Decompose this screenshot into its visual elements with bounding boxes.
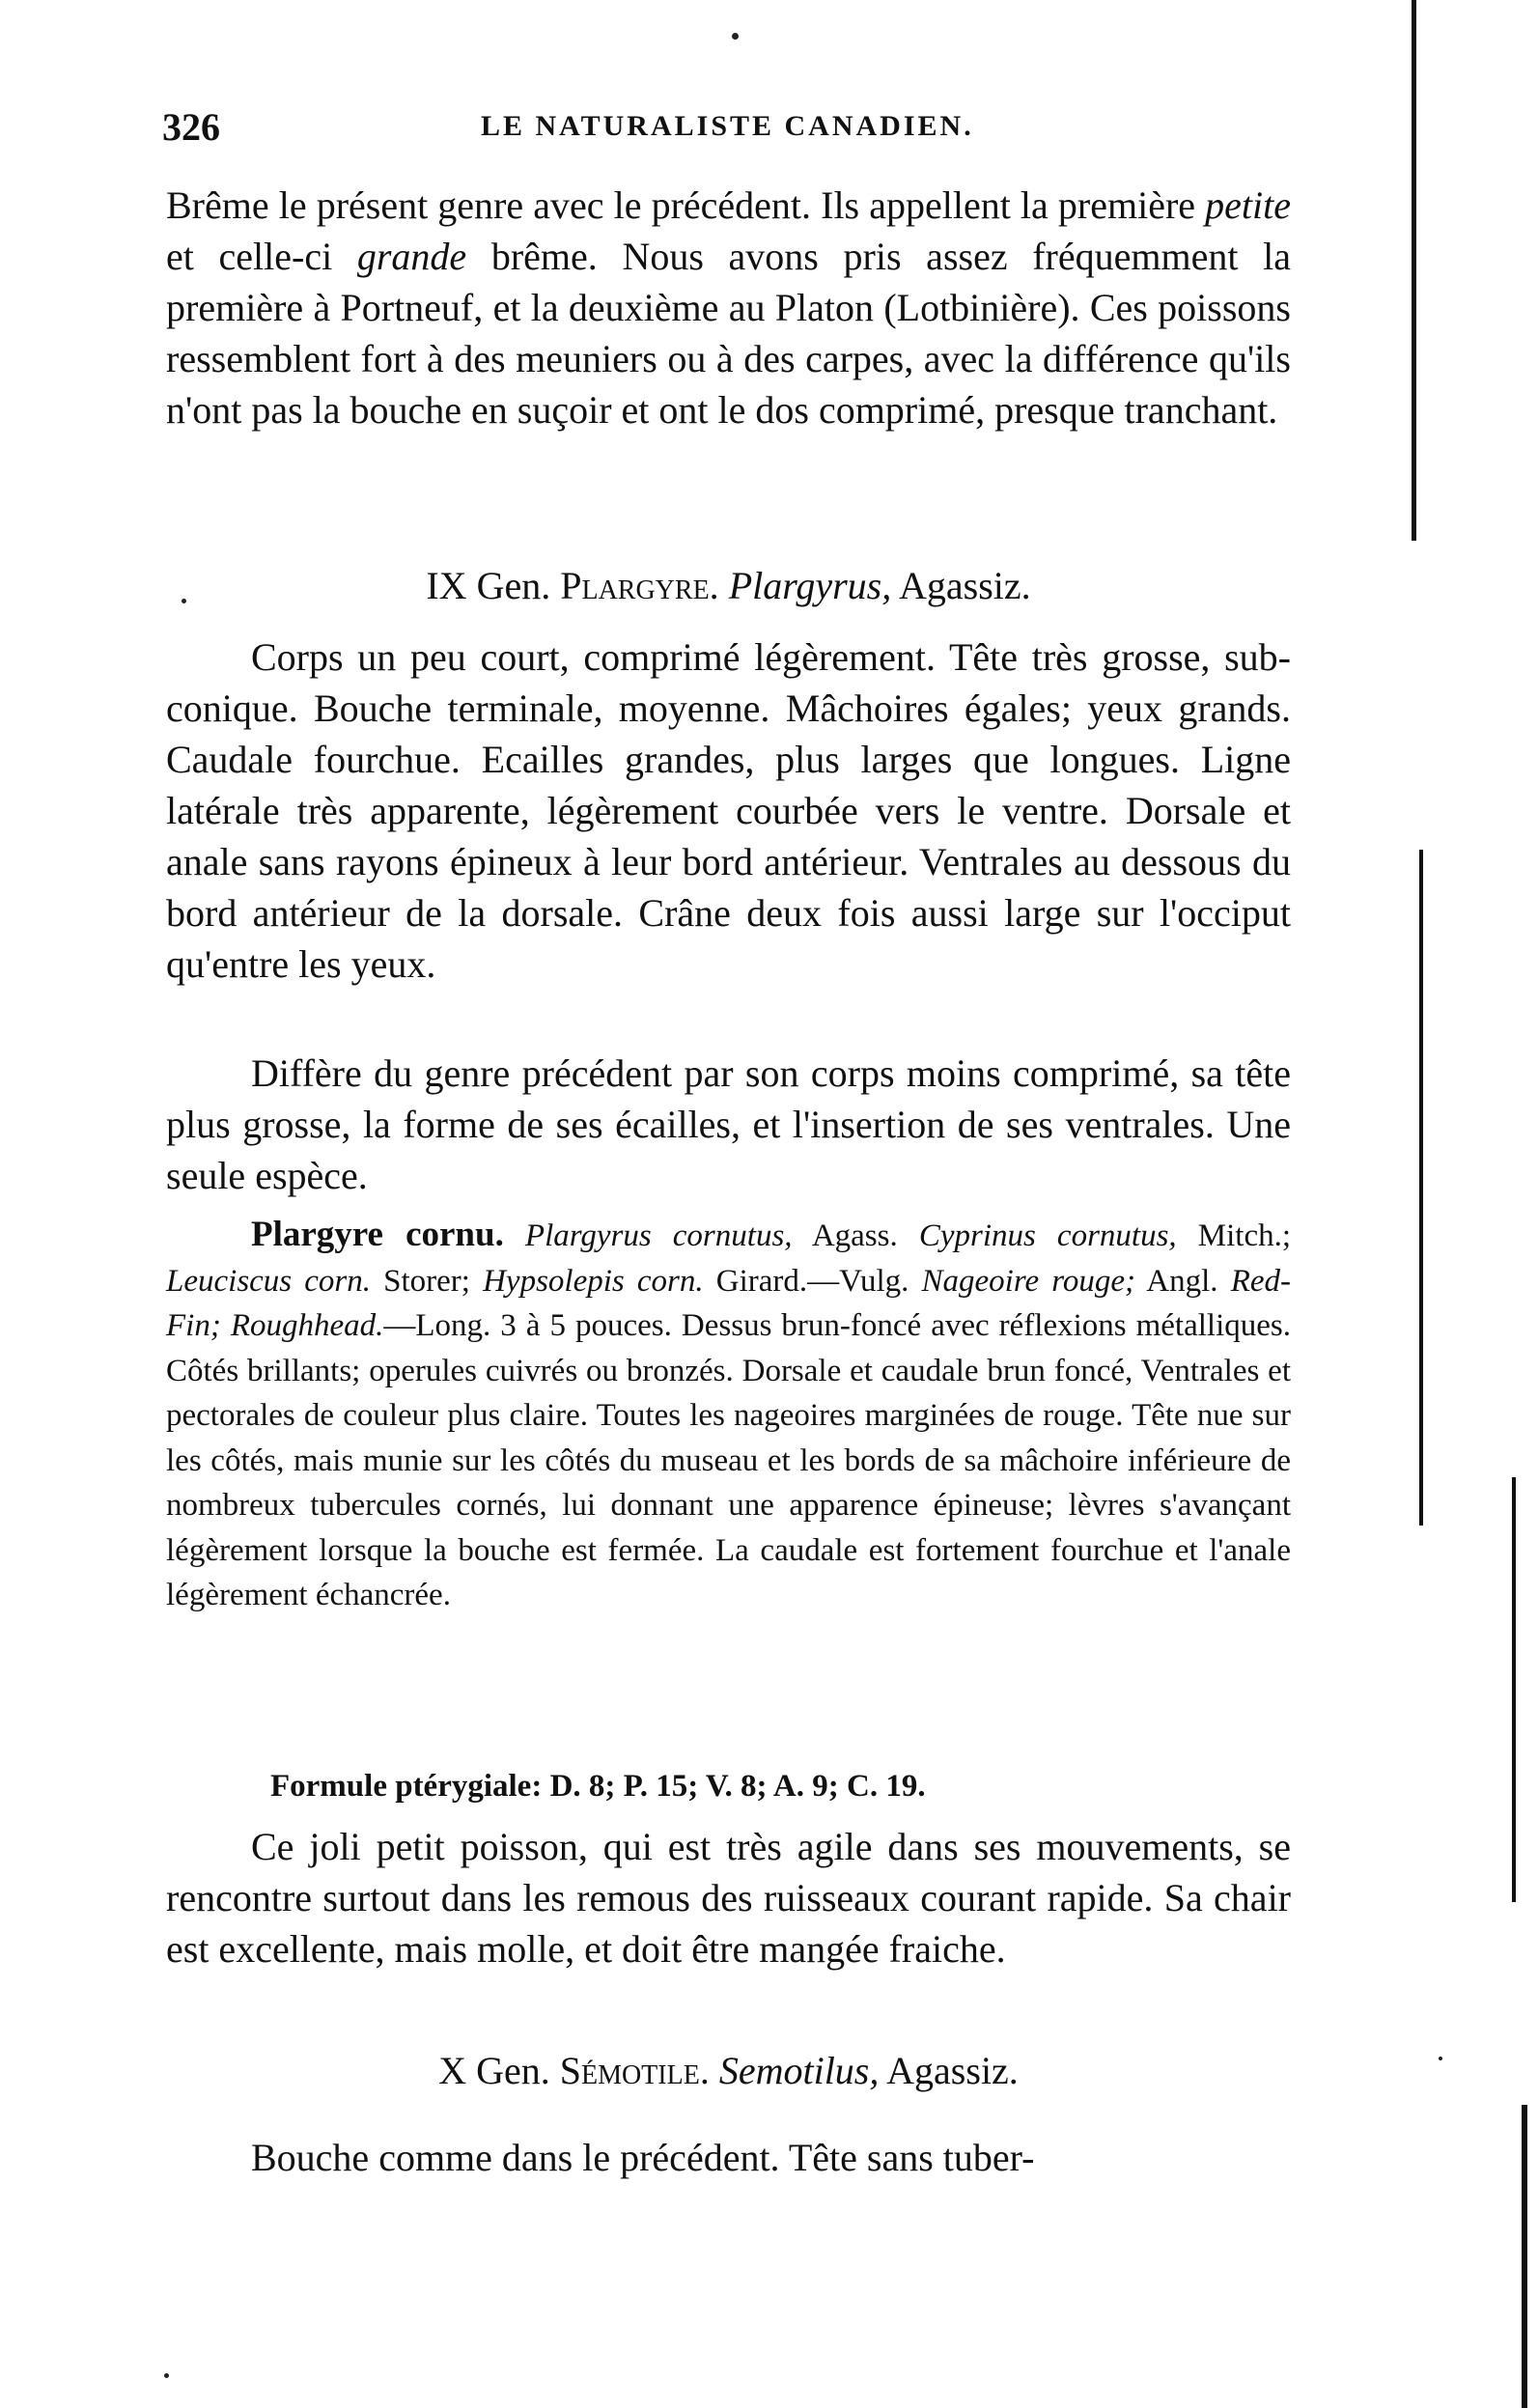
genus-ix-prefix: IX Gen. [426, 564, 561, 607]
scan-speck [182, 599, 186, 603]
genus-x-prefix: X Gen. [438, 2049, 560, 2092]
page-edge-rule-top [1412, 0, 1416, 541]
intro-text-3: brême. Nous avons pris assez fréquemment la première à Portneuf, et la deuxième au Platon (Lotbinière). Ces poissons ressemblent fort à des meuniers ou à des carpes, avec la différence qu'ils n'ont pas la bouche en suçoir et ont le dos comprimé, presque tranchant. [166, 235, 1291, 432]
genus-ix-name: Plargyre. [560, 564, 719, 607]
genus-x-latin: Semotilus, [718, 2049, 880, 2092]
genus-x-description-text: Bouche comme dans le précédent. Tête sans tuber- [251, 2136, 1035, 2179]
genus-ix-description [166, 631, 1291, 990]
habitat-paragraph [166, 1821, 1291, 1974]
page-edge-rule-lower [1512, 1477, 1516, 1902]
intro-petite: petite [1205, 183, 1291, 227]
intro-text-1: Brême le présent genre avec le précédent. Ils appellent la première [166, 183, 1206, 227]
synonym-2: Cyprinus cornutus, [918, 1218, 1177, 1253]
genus-ix-description-text: Corps un peu court, comprimé légèrement. Tête très grosse, sub-conique. Bouche terminale, moyenne. Mâchoires égales; yeux grands. Caudale fourchue. Ecailles grandes, plus larges que longues. Ligne latérale très apparente, légèrement courbée vers le ventre. Dorsale et anale sans rayons épineux à leur bord antérieur. Ventrales au dessous du bord antérieur de la dorsale. Crâne deux fois aussi large sur l'occiput qu'entre les yeux. [166, 635, 1291, 986]
genus-ix-comparison-text: Diffère du genre précédent par son corps moins comprimé, sa tête plus grosse, la forme de ses écailles, et l'insertion de ses ventrales. Une seule espèce. [166, 1051, 1291, 1197]
scan-speck [164, 2373, 169, 2378]
genus-ix-heading [166, 563, 1291, 608]
synonym-1: Plargyrus cornutus, [524, 1218, 793, 1253]
running-title: LE NATURALISTE CANADIEN. [481, 110, 974, 142]
species-name: Plargyre cornu. [251, 1215, 504, 1254]
genus-x-heading [166, 2048, 1291, 2093]
genus-ix-author: Agassiz. [891, 564, 1031, 607]
species-description: —Long. 3 à 5 pouces. Dessus brun-foncé avec réflexions métalliques. Côtés brillants; operules cuivrés ou bronzés. Dorsale et caudale brun foncé, Ventrales et pectorales de couleur plus claire. Toutes les nageoires marginées de rouge. Tête nue sur les côtés, mais munie sur les côtés du museau et les bords de sa mâchoire inférieure de nombreux tubercules cornés, lui donnant une apparence épineuse; lèvres s'avançant légèrement lorsque la bouche est fermée. La caudale est fortement fourchue et l'anale légèrement échancrée. [166, 1308, 1291, 1612]
genus-ix-latin: Plargyrus, [728, 564, 892, 607]
genus-x-description [166, 2132, 1291, 2183]
genus-x-author: Agassiz. [879, 2049, 1019, 2092]
genus-ix-comparison [166, 1048, 1291, 1201]
synonym-3: Leuciscus corn. [166, 1263, 372, 1299]
vernacular-english: Red-Fin; Roughhead. [166, 1263, 1291, 1343]
species-entry: Plargyre cornu. Plargyrus cornutus, Agass. Cyprinus cornutus, Mitch.; Leuciscus corn. Storer; Hypsolepis corn. Girard.—Vulg. Nageoire rouge; Angl. Red-Fin; Roughhead.—Long. 3 à 5 pouces. Dessus brun-foncé avec réflexions métalliques. Côtés brillants; operules cuivrés ou bronzés. Dorsale et caudale brun foncé, Ventrales et pectorales de couleur plus claire. Toutes les nageoires marginées de rouge. Tête nue sur les côtés, mais munie sur les côtés du museau et les bords de sa mâchoire inférieure de nombreux tubercules cornés, lui donnant une apparence épineuse; lèvres s'avançant légèrement lorsque la bouche est fermée. La caudale est fortement fourchue et l'anale légèrement échancrée. [166, 1215, 1292, 1612]
intro-grande: grande [356, 235, 467, 278]
page-edge-rule-middle [1419, 850, 1423, 1526]
pterygial-formula: Formule ptérygiale: D. 8; P. 15; V. 8; A. 9; C. 19. [270, 1769, 926, 1804]
intro-text-2: et celle-ci [166, 235, 357, 278]
intro-paragraph [166, 180, 1291, 435]
vernacular-french: Nageoire rouge; [921, 1263, 1135, 1299]
habitat-text: Ce joli petit poisson, qui est très agile dans ses mouvements, se rencontre surtout dans les remous des ruisseaux courant rapide. Sa chair est excellente, mais molle, et doit être mangée fraiche. [166, 1825, 1291, 1971]
genus-x-name: Sémotile. [559, 2049, 710, 2092]
page-edge-rule-bottom [1522, 2105, 1527, 2408]
synonym-4: Hypsolepis corn. [483, 1263, 704, 1299]
scan-speck [1439, 2057, 1442, 2060]
page-header [162, 104, 1301, 153]
page-number: 326 [162, 105, 220, 149]
scan-speck [732, 33, 739, 40]
